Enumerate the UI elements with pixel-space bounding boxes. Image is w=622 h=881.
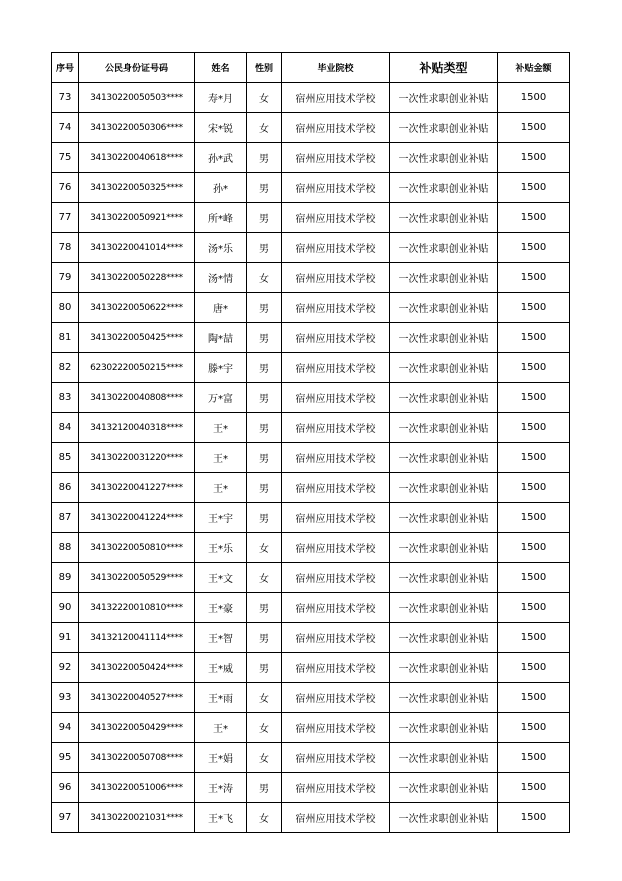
cell-school: 宿州应用技术学校 xyxy=(282,743,390,773)
cell-seq: 89 xyxy=(52,563,79,593)
cell-school: 宿州应用技术学校 xyxy=(282,713,390,743)
table-row xyxy=(52,473,570,503)
cell-name: 王*飞 xyxy=(195,803,247,833)
cell-gender: 男 xyxy=(247,143,282,173)
cell-seq: 81 xyxy=(52,323,79,353)
cell-gender: 女 xyxy=(247,533,282,563)
cell-gender: 男 xyxy=(247,413,282,443)
cell-subsidy-type: 一次性求职创业补贴 xyxy=(390,233,498,263)
cell-subsidy-type: 一次性求职创业补贴 xyxy=(390,593,498,623)
cell-seq: 86 xyxy=(52,473,79,503)
cell-name: 王*宇 xyxy=(195,503,247,533)
cell-gender: 女 xyxy=(247,713,282,743)
cell-id-number: 34130220021031**** xyxy=(79,803,195,833)
cell-id-number: 34130220050424**** xyxy=(79,653,195,683)
cell-school: 宿州应用技术学校 xyxy=(282,173,390,203)
cell-id-number: 62302220050215**** xyxy=(79,353,195,383)
table-row xyxy=(52,113,570,143)
cell-subsidy-type: 一次性求职创业补贴 xyxy=(390,143,498,173)
cell-school: 宿州应用技术学校 xyxy=(282,263,390,293)
cell-seq: 96 xyxy=(52,773,79,803)
table-row xyxy=(52,743,570,773)
cell-gender: 男 xyxy=(247,593,282,623)
cell-subsidy-type: 一次性求职创业补贴 xyxy=(390,653,498,683)
cell-subsidy-type: 一次性求职创业补贴 xyxy=(390,803,498,833)
cell-seq: 76 xyxy=(52,173,79,203)
cell-subsidy-type: 一次性求职创业补贴 xyxy=(390,443,498,473)
cell-subsidy-type: 一次性求职创业补贴 xyxy=(390,503,498,533)
table-row xyxy=(52,143,570,173)
cell-name: 陶*喆 xyxy=(195,323,247,353)
cell-name: 汤*情 xyxy=(195,263,247,293)
cell-seq: 85 xyxy=(52,443,79,473)
cell-seq: 83 xyxy=(52,383,79,413)
cell-subsidy-type: 一次性求职创业补贴 xyxy=(390,383,498,413)
cell-amount: 1500 xyxy=(498,593,570,623)
cell-id-number: 34130220041014**** xyxy=(79,233,195,263)
cell-subsidy-type: 一次性求职创业补贴 xyxy=(390,293,498,323)
cell-subsidy-type: 一次性求职创业补贴 xyxy=(390,83,498,113)
cell-school: 宿州应用技术学校 xyxy=(282,683,390,713)
cell-amount: 1500 xyxy=(498,683,570,713)
cell-name: 王*智 xyxy=(195,623,247,653)
cell-school: 宿州应用技术学校 xyxy=(282,443,390,473)
header-subsidy-type: 补贴类型 xyxy=(390,53,498,83)
cell-id-number: 34130220040808**** xyxy=(79,383,195,413)
cell-school: 宿州应用技术学校 xyxy=(282,113,390,143)
header-seq: 序号 xyxy=(52,53,79,83)
cell-school: 宿州应用技术学校 xyxy=(282,323,390,353)
table-row xyxy=(52,353,570,383)
cell-subsidy-type: 一次性求职创业补贴 xyxy=(390,113,498,143)
cell-school: 宿州应用技术学校 xyxy=(282,143,390,173)
cell-id-number: 34130220050810**** xyxy=(79,533,195,563)
cell-name: 王* xyxy=(195,713,247,743)
cell-id-number: 34130220040618**** xyxy=(79,143,195,173)
cell-seq: 92 xyxy=(52,653,79,683)
header-amount: 补贴金额 xyxy=(498,53,570,83)
header-id-number: 公民身份证号码 xyxy=(79,53,195,83)
cell-id-number: 34132220010810**** xyxy=(79,593,195,623)
cell-id-number: 34130220050921**** xyxy=(79,203,195,233)
table-row xyxy=(52,593,570,623)
cell-amount: 1500 xyxy=(498,203,570,233)
cell-subsidy-type: 一次性求职创业补贴 xyxy=(390,563,498,593)
cell-name: 孙*武 xyxy=(195,143,247,173)
cell-name: 滕*宇 xyxy=(195,353,247,383)
cell-school: 宿州应用技术学校 xyxy=(282,623,390,653)
cell-name: 万*富 xyxy=(195,383,247,413)
cell-subsidy-type: 一次性求职创业补贴 xyxy=(390,743,498,773)
table-row xyxy=(52,323,570,353)
cell-subsidy-type: 一次性求职创业补贴 xyxy=(390,323,498,353)
cell-amount: 1500 xyxy=(498,173,570,203)
subsidy-table xyxy=(51,52,570,833)
cell-school: 宿州应用技术学校 xyxy=(282,413,390,443)
cell-id-number: 34130220040527**** xyxy=(79,683,195,713)
cell-seq: 82 xyxy=(52,353,79,383)
cell-id-number: 34130220050622**** xyxy=(79,293,195,323)
cell-school: 宿州应用技术学校 xyxy=(282,383,390,413)
cell-name: 唐* xyxy=(195,293,247,323)
table-row xyxy=(52,383,570,413)
table-row xyxy=(52,233,570,263)
cell-gender: 男 xyxy=(247,353,282,383)
cell-school: 宿州应用技术学校 xyxy=(282,653,390,683)
table-row xyxy=(52,653,570,683)
cell-school: 宿州应用技术学校 xyxy=(282,233,390,263)
cell-gender: 男 xyxy=(247,233,282,263)
cell-name: 王* xyxy=(195,443,247,473)
cell-name: 王*豪 xyxy=(195,593,247,623)
cell-amount: 1500 xyxy=(498,263,570,293)
table-row xyxy=(52,563,570,593)
cell-seq: 73 xyxy=(52,83,79,113)
header-school: 毕业院校 xyxy=(282,53,390,83)
cell-id-number: 34130220050228**** xyxy=(79,263,195,293)
cell-school: 宿州应用技术学校 xyxy=(282,773,390,803)
cell-seq: 80 xyxy=(52,293,79,323)
cell-amount: 1500 xyxy=(498,323,570,353)
cell-gender: 女 xyxy=(247,83,282,113)
cell-seq: 91 xyxy=(52,623,79,653)
cell-name: 宋*锐 xyxy=(195,113,247,143)
cell-name: 王* xyxy=(195,473,247,503)
cell-name: 王*涛 xyxy=(195,773,247,803)
cell-name: 寿*月 xyxy=(195,83,247,113)
cell-amount: 1500 xyxy=(498,383,570,413)
cell-amount: 1500 xyxy=(498,773,570,803)
cell-school: 宿州应用技术学校 xyxy=(282,533,390,563)
cell-seq: 88 xyxy=(52,533,79,563)
cell-amount: 1500 xyxy=(498,713,570,743)
cell-gender: 男 xyxy=(247,653,282,683)
cell-seq: 93 xyxy=(52,683,79,713)
cell-seq: 78 xyxy=(52,233,79,263)
cell-gender: 女 xyxy=(247,803,282,833)
cell-seq: 77 xyxy=(52,203,79,233)
cell-amount: 1500 xyxy=(498,653,570,683)
table-row xyxy=(52,443,570,473)
cell-subsidy-type: 一次性求职创业补贴 xyxy=(390,263,498,293)
cell-gender: 女 xyxy=(247,263,282,293)
table-header xyxy=(52,53,570,83)
cell-seq: 79 xyxy=(52,263,79,293)
header-gender: 性别 xyxy=(247,53,282,83)
cell-gender: 女 xyxy=(247,743,282,773)
cell-id-number: 34130220041227**** xyxy=(79,473,195,503)
cell-gender: 男 xyxy=(247,623,282,653)
cell-subsidy-type: 一次性求职创业补贴 xyxy=(390,413,498,443)
cell-id-number: 34130220050325**** xyxy=(79,173,195,203)
cell-gender: 男 xyxy=(247,473,282,503)
table-row xyxy=(52,713,570,743)
cell-gender: 男 xyxy=(247,383,282,413)
cell-amount: 1500 xyxy=(498,473,570,503)
table-row xyxy=(52,413,570,443)
table-row xyxy=(52,83,570,113)
cell-name: 王*娟 xyxy=(195,743,247,773)
cell-seq: 84 xyxy=(52,413,79,443)
cell-amount: 1500 xyxy=(498,113,570,143)
cell-school: 宿州应用技术学校 xyxy=(282,203,390,233)
cell-amount: 1500 xyxy=(498,83,570,113)
cell-amount: 1500 xyxy=(498,563,570,593)
table-row xyxy=(52,533,570,563)
header-name: 姓名 xyxy=(195,53,247,83)
table-row xyxy=(52,203,570,233)
cell-subsidy-type: 一次性求职创业补贴 xyxy=(390,713,498,743)
cell-school: 宿州应用技术学校 xyxy=(282,563,390,593)
cell-id-number: 34130220031220**** xyxy=(79,443,195,473)
cell-subsidy-type: 一次性求职创业补贴 xyxy=(390,683,498,713)
cell-subsidy-type: 一次性求职创业补贴 xyxy=(390,773,498,803)
cell-amount: 1500 xyxy=(498,533,570,563)
table-row xyxy=(52,683,570,713)
cell-school: 宿州应用技术学校 xyxy=(282,353,390,383)
cell-subsidy-type: 一次性求职创业补贴 xyxy=(390,203,498,233)
cell-name: 汤*乐 xyxy=(195,233,247,263)
cell-subsidy-type: 一次性求职创业补贴 xyxy=(390,623,498,653)
cell-seq: 94 xyxy=(52,713,79,743)
cell-gender: 男 xyxy=(247,773,282,803)
cell-subsidy-type: 一次性求职创业补贴 xyxy=(390,533,498,563)
cell-id-number: 34130220050306**** xyxy=(79,113,195,143)
cell-school: 宿州应用技术学校 xyxy=(282,293,390,323)
cell-gender: 女 xyxy=(247,563,282,593)
cell-id-number: 34132120041114**** xyxy=(79,623,195,653)
cell-name: 王*威 xyxy=(195,653,247,683)
cell-gender: 女 xyxy=(247,683,282,713)
cell-name: 王*乐 xyxy=(195,533,247,563)
table-row xyxy=(52,503,570,533)
table-row xyxy=(52,803,570,833)
cell-amount: 1500 xyxy=(498,743,570,773)
cell-seq: 90 xyxy=(52,593,79,623)
table-row xyxy=(52,293,570,323)
cell-gender: 女 xyxy=(247,113,282,143)
cell-id-number: 34130220050429**** xyxy=(79,713,195,743)
cell-subsidy-type: 一次性求职创业补贴 xyxy=(390,173,498,203)
cell-id-number: 34130220050503**** xyxy=(79,83,195,113)
cell-school: 宿州应用技术学校 xyxy=(282,473,390,503)
cell-school: 宿州应用技术学校 xyxy=(282,503,390,533)
cell-name: 王*雨 xyxy=(195,683,247,713)
cell-gender: 男 xyxy=(247,443,282,473)
cell-seq: 95 xyxy=(52,743,79,773)
header-row xyxy=(52,53,570,83)
table-row xyxy=(52,623,570,653)
cell-id-number: 34132120040318**** xyxy=(79,413,195,443)
cell-gender: 男 xyxy=(247,503,282,533)
cell-subsidy-type: 一次性求职创业补贴 xyxy=(390,473,498,503)
cell-name: 所*峰 xyxy=(195,203,247,233)
cell-id-number: 34130220051006**** xyxy=(79,773,195,803)
cell-amount: 1500 xyxy=(498,353,570,383)
cell-id-number: 34130220050529**** xyxy=(79,563,195,593)
cell-amount: 1500 xyxy=(498,233,570,263)
cell-amount: 1500 xyxy=(498,803,570,833)
cell-gender: 男 xyxy=(247,323,282,353)
cell-amount: 1500 xyxy=(498,143,570,173)
cell-school: 宿州应用技术学校 xyxy=(282,593,390,623)
cell-gender: 男 xyxy=(247,293,282,323)
cell-amount: 1500 xyxy=(498,443,570,473)
cell-amount: 1500 xyxy=(498,293,570,323)
cell-seq: 87 xyxy=(52,503,79,533)
cell-amount: 1500 xyxy=(498,413,570,443)
cell-name: 孙* xyxy=(195,173,247,203)
table-row xyxy=(52,173,570,203)
table-row xyxy=(52,773,570,803)
cell-seq: 75 xyxy=(52,143,79,173)
cell-id-number: 34130220050425**** xyxy=(79,323,195,353)
cell-subsidy-type: 一次性求职创业补贴 xyxy=(390,353,498,383)
cell-school: 宿州应用技术学校 xyxy=(282,803,390,833)
cell-seq: 74 xyxy=(52,113,79,143)
table-row xyxy=(52,263,570,293)
cell-amount: 1500 xyxy=(498,623,570,653)
cell-name: 王*文 xyxy=(195,563,247,593)
table-body xyxy=(52,83,570,833)
cell-gender: 男 xyxy=(247,173,282,203)
cell-id-number: 34130220041224**** xyxy=(79,503,195,533)
cell-name: 王* xyxy=(195,413,247,443)
cell-gender: 男 xyxy=(247,203,282,233)
cell-id-number: 34130220050708**** xyxy=(79,743,195,773)
cell-amount: 1500 xyxy=(498,503,570,533)
cell-seq: 97 xyxy=(52,803,79,833)
cell-school: 宿州应用技术学校 xyxy=(282,83,390,113)
